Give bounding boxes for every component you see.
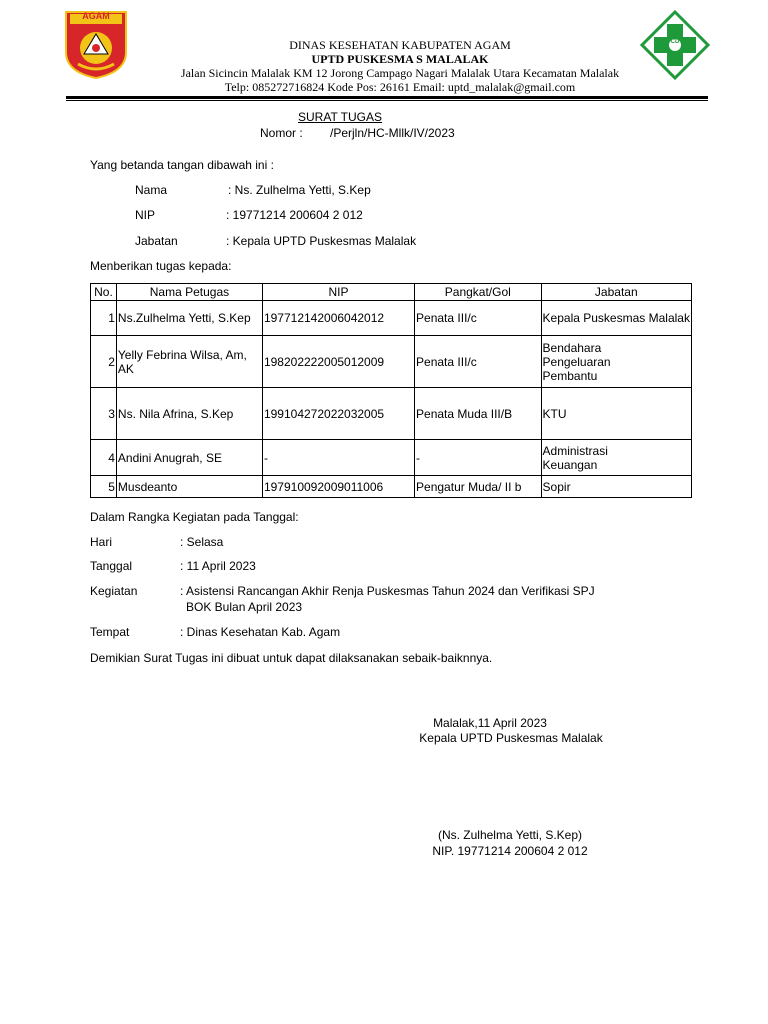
address-line: Jalan Sicincin Malalak KM 12 Jorong Campago Nagari Malalak Utara Kecamatan Malalak [180,66,620,80]
kegiatan-label: Kegiatan [90,584,138,598]
col-header-no: No. [91,284,117,301]
signature-role: Kepala UPTD Puskesmas Malalak [419,731,603,745]
cell-no: 2 [91,336,117,388]
kegiatan-value-line2: BOK Bulan April 2023 [186,600,303,614]
signer-nip-value: : 19771214 200604 2 012 [226,208,363,222]
header-rule-thick [66,96,708,99]
kegiatan-value-line1: : Asistensi Rancangan Akhir Renja Puskesmas Tahun 2024 dan Verifikasi SPJ [180,584,595,598]
rangka-text: Dalam Rangka Kegiatan pada Tanggal: [90,510,299,524]
cell-pangkat: Pengatur Muda/ II b [415,476,542,498]
tanggal-label: Tanggal [90,559,133,573]
task-table [90,283,692,498]
cell-nip: 197712142006042012 [262,301,414,336]
agam-logo-text: AGAM [82,11,110,21]
tempat-label: Tempat [90,625,130,639]
signature-name: (Ns. Zulhelma Yetti, S.Kep) [437,828,583,842]
cell-jabatan: KTU [541,388,691,440]
signer-nip-label: NIP [135,208,156,222]
cell-nama: Musdeanto [116,476,262,498]
col-header-nip: NIP [262,284,414,301]
cell-jabatan: Bendahara Pengeluaran Pembantu [541,336,691,388]
cell-nama: Yelly Febrina Wilsa, Am, AK [116,336,262,388]
table-header-row [91,284,692,301]
col-header-jabatan: Jabatan [541,284,691,301]
table-row [91,388,692,440]
hari-value: : Selasa [180,535,224,549]
cell-pangkat: Penata Muda III/B [415,388,542,440]
cell-no: 5 [91,476,117,498]
assign-text: Menberikan tugas kepada: [90,259,232,273]
nomor-label: Nomor : [260,126,303,140]
tanggal-value: : 11 April 2023 [180,559,256,573]
table-row [91,440,692,476]
cell-pangkat: - [415,440,542,476]
agency-name: DINAS KESEHATAN KABUPATEN AGAM [289,38,511,52]
col-header-pangkat: Pangkat/Gol [415,284,542,301]
cell-pangkat: Penata III/c [415,301,542,336]
tempat-value: : Dinas Kesehatan Kab. Agam [180,625,341,639]
cell-no: 4 [91,440,117,476]
intro-text: Yang betanda tangan dibawah ini : [90,158,274,172]
letter-title: SURAT TUGAS [298,110,383,124]
cell-nip: 198202222005012009 [262,336,414,388]
cell-jabatan: Administrasi Keuangan [541,440,691,476]
closing-text: Demikian Surat Tugas ini dibuat untuk dapat dilaksanakan sebaik-baiknnya. [90,651,493,665]
task-table-wrapper [90,283,692,499]
cell-no: 1 [91,301,117,336]
header-rule-thin [66,100,708,101]
contact-line: Telp: 085272716824 Kode Pos: 26161 Email: uptd_malalak@gmail.com [224,80,576,94]
puskesmas-logo-text: CD [670,39,680,45]
cell-jabatan: Sopir [541,476,691,498]
table-row [91,476,692,498]
signer-nama-value: : Ns. Zulhelma Yetti, S.Kep [228,183,371,197]
signature-nip: NIP. 19771214 200604 2 012 [432,844,588,858]
cell-nama: Ns. Nila Afrina, S.Kep [116,388,262,440]
cell-no: 3 [91,388,117,440]
col-header-nama: Nama Petugas [116,284,262,301]
table-row [91,336,692,388]
signer-jabatan-label: Jabatan [135,234,178,248]
hari-label: Hari [90,535,113,549]
signer-jabatan-value: : Kepala UPTD Puskesmas Malalak [226,234,417,248]
cell-nama: Andini Anugrah, SE [116,440,262,476]
table-row [91,301,692,336]
cell-nip: 199104272022032005 [262,388,414,440]
cell-nip: 197910092009011006 [262,476,414,498]
cell-nip: - [262,440,414,476]
nomor-value: /Perjln/HC-Mllk/IV/2023 [330,126,455,140]
signature-place-date: Malalak,11 April 2023 [433,716,547,730]
signer-nama-label: Nama [135,183,168,197]
cell-jabatan: Kepala Puskesmas Malalak [541,301,691,336]
cell-nama: Ns.Zulhelma Yetti, S.Kep [116,301,262,336]
unit-name: UPTD PUSKESMA S MALALAK [311,52,489,66]
cell-pangkat: Penata III/c [415,336,542,388]
